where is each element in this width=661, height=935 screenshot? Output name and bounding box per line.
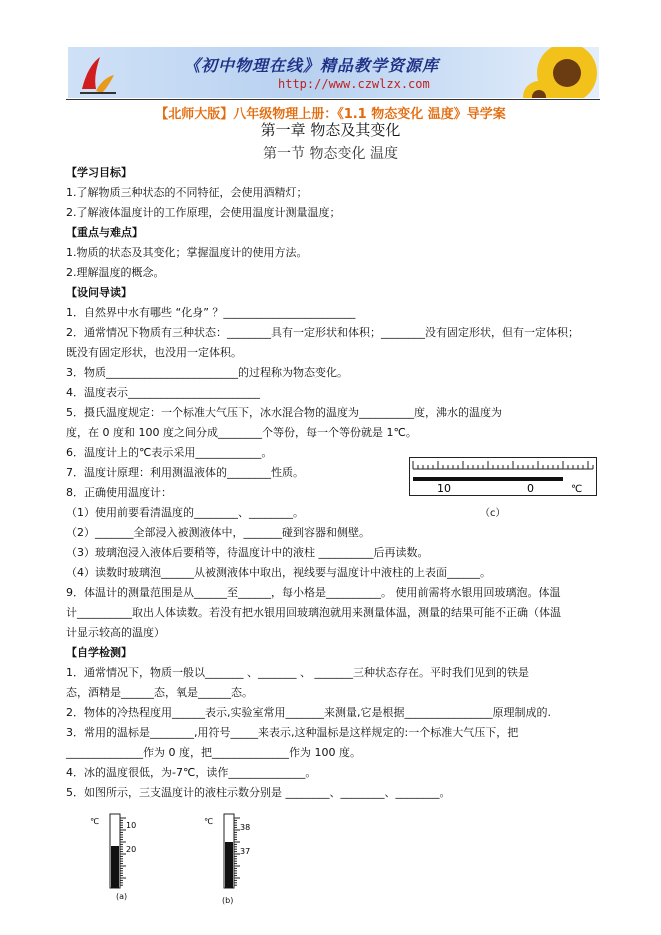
text-line: ______________作为 0 度，把______________作为 100 度。 xyxy=(66,746,361,759)
thermometer-c-tick-left: 10 xyxy=(437,482,451,495)
thermometer-a-tick: 20 xyxy=(126,845,137,854)
thermometer-b-label: (b) xyxy=(222,896,234,905)
thermometer-c-label: （c） xyxy=(480,508,506,519)
text-line: 度，在 0 度和 100 度之间分成________个等份，每一个等份就是 1℃。 xyxy=(66,426,417,439)
thermometer-b-tick: 38 xyxy=(240,823,251,832)
text-line: 6．温度计上的℃表示采用____________。 xyxy=(66,446,273,459)
heading-self-test: 【自学检测】 xyxy=(66,646,132,659)
text-line: 2.理解温度的概念。 xyxy=(66,266,165,279)
text-line: 1.物质的状态及其变化；掌握温度计的使用方法。 xyxy=(66,246,308,259)
text-line: （3）玻璃泡浸入液体后要稍等，待温度计中的液柱 __________后再读数。 xyxy=(66,546,429,559)
thermometer-b-liquid-column xyxy=(225,842,233,888)
text-line: 态，酒精是______态，氧是______态。 xyxy=(66,686,253,699)
header-banner xyxy=(68,47,599,98)
thermometer-a-label: (a) xyxy=(116,892,128,901)
text-line: （1）使用前要看清温度的________、________。 xyxy=(66,506,304,519)
document-subtitle: 【北师大版】八年级物理上册：《1.1 物态变化 温度》导学案 xyxy=(155,107,506,122)
text-line: 2．通常情况下物质有三种状态：________具有一定形状和体积；________没有固定形状，但有一定体积； xyxy=(66,326,579,339)
text-line: 4．冰的温度很低，为-7℃，读作______________。 xyxy=(66,766,317,779)
text-line: 5．如图所示，三支温度计的液柱示数分别是 ________、________、________。 xyxy=(66,786,451,799)
banner-title: 《初中物理在线》精品教学资源库 xyxy=(184,56,440,75)
text-line: 既没有固定形状，也没用一定体积。 xyxy=(66,346,242,359)
text-line: 1．自然界中水有哪些 “化身” ？________________________ xyxy=(66,306,356,319)
thermometer-a-figure xyxy=(86,812,156,892)
banner-url[interactable]: http://www.czwlzx.com xyxy=(278,77,430,91)
text-line: 7．温度计原理：利用测温液体的________性质。 xyxy=(66,466,304,479)
text-line: 计__________取出人体读数。若没有把水银用回玻璃泡就用来测量体温，测量的结果可能不正确（体温 xyxy=(66,606,561,619)
text-line: （4）读数时玻璃泡______从被测液体中取出，视线要与温度计中液柱的上表面______。 xyxy=(66,566,491,579)
header-divider xyxy=(66,99,600,100)
chapter-title: 第一章 物态及其变化 xyxy=(260,121,401,139)
thermometer-b-tick: 37 xyxy=(240,847,251,856)
text-line: 4．温度表示________________________ xyxy=(66,386,260,399)
thermometer-a-unit: ℃ xyxy=(90,817,99,826)
thermometer-c-tick-right: 0 xyxy=(527,482,534,495)
text-line: 3．物质________________________的过程称为物态变化。 xyxy=(66,366,348,379)
logo-icon xyxy=(76,53,120,95)
thermometer-c-figure xyxy=(409,457,597,502)
text-line: 1.了解物质三种状态的不同特征，会使用酒精灯； xyxy=(66,186,308,199)
heading-objectives: 【学习目标】 xyxy=(66,166,132,179)
thermometer-b-unit: ℃ xyxy=(204,817,213,826)
thermometer-c-liquid-column xyxy=(413,477,563,481)
text-line: 8．正确使用温度计： xyxy=(66,486,172,499)
text-line: 2.了解液体温度计的工作原理，会使用温度计测量温度； xyxy=(66,206,341,219)
text-line: 1．通常情况下，物质一般以_______ 、_______ 、 _______三种状态存在。平时我们见到的铁是 xyxy=(66,666,529,679)
thermometer-c-unit: ℃ xyxy=(571,484,583,495)
thermometer-a-liquid-column xyxy=(111,846,119,888)
text-line: 3．常用的温标是________,用符号_____来表示,这种温标是这样规定的:一个标准大气压下，把 xyxy=(66,726,519,739)
sunflower-icon xyxy=(519,47,599,98)
text-line: （2）_______全部浸入被测液体中，_______碰到容器和侧壁。 xyxy=(66,526,370,539)
text-line: 计显示较高的温度） xyxy=(66,626,165,639)
thermometer-b-figure xyxy=(200,812,270,892)
heading-key-points: 【重点与难点】 xyxy=(66,226,143,239)
text-line: 5．摄氏温度规定：一个标准大气压下，冰水混合物的温度为__________度，沸水的温度为 xyxy=(66,406,502,419)
section-title: 第一节 物态变化 温度 xyxy=(263,146,398,162)
thermometer-a-tick: 10 xyxy=(126,821,137,830)
text-line: 9．体温计的测量范围是从______至______，每小格是__________。 使用前需将水银用回玻璃泡。体温 xyxy=(66,586,561,599)
heading-guided-questions: 【设问导读】 xyxy=(66,286,132,299)
text-line: 2．物体的冷热程度用______表示,实验室常用_______来测量,它是根据________________原理制成的. xyxy=(66,706,551,719)
